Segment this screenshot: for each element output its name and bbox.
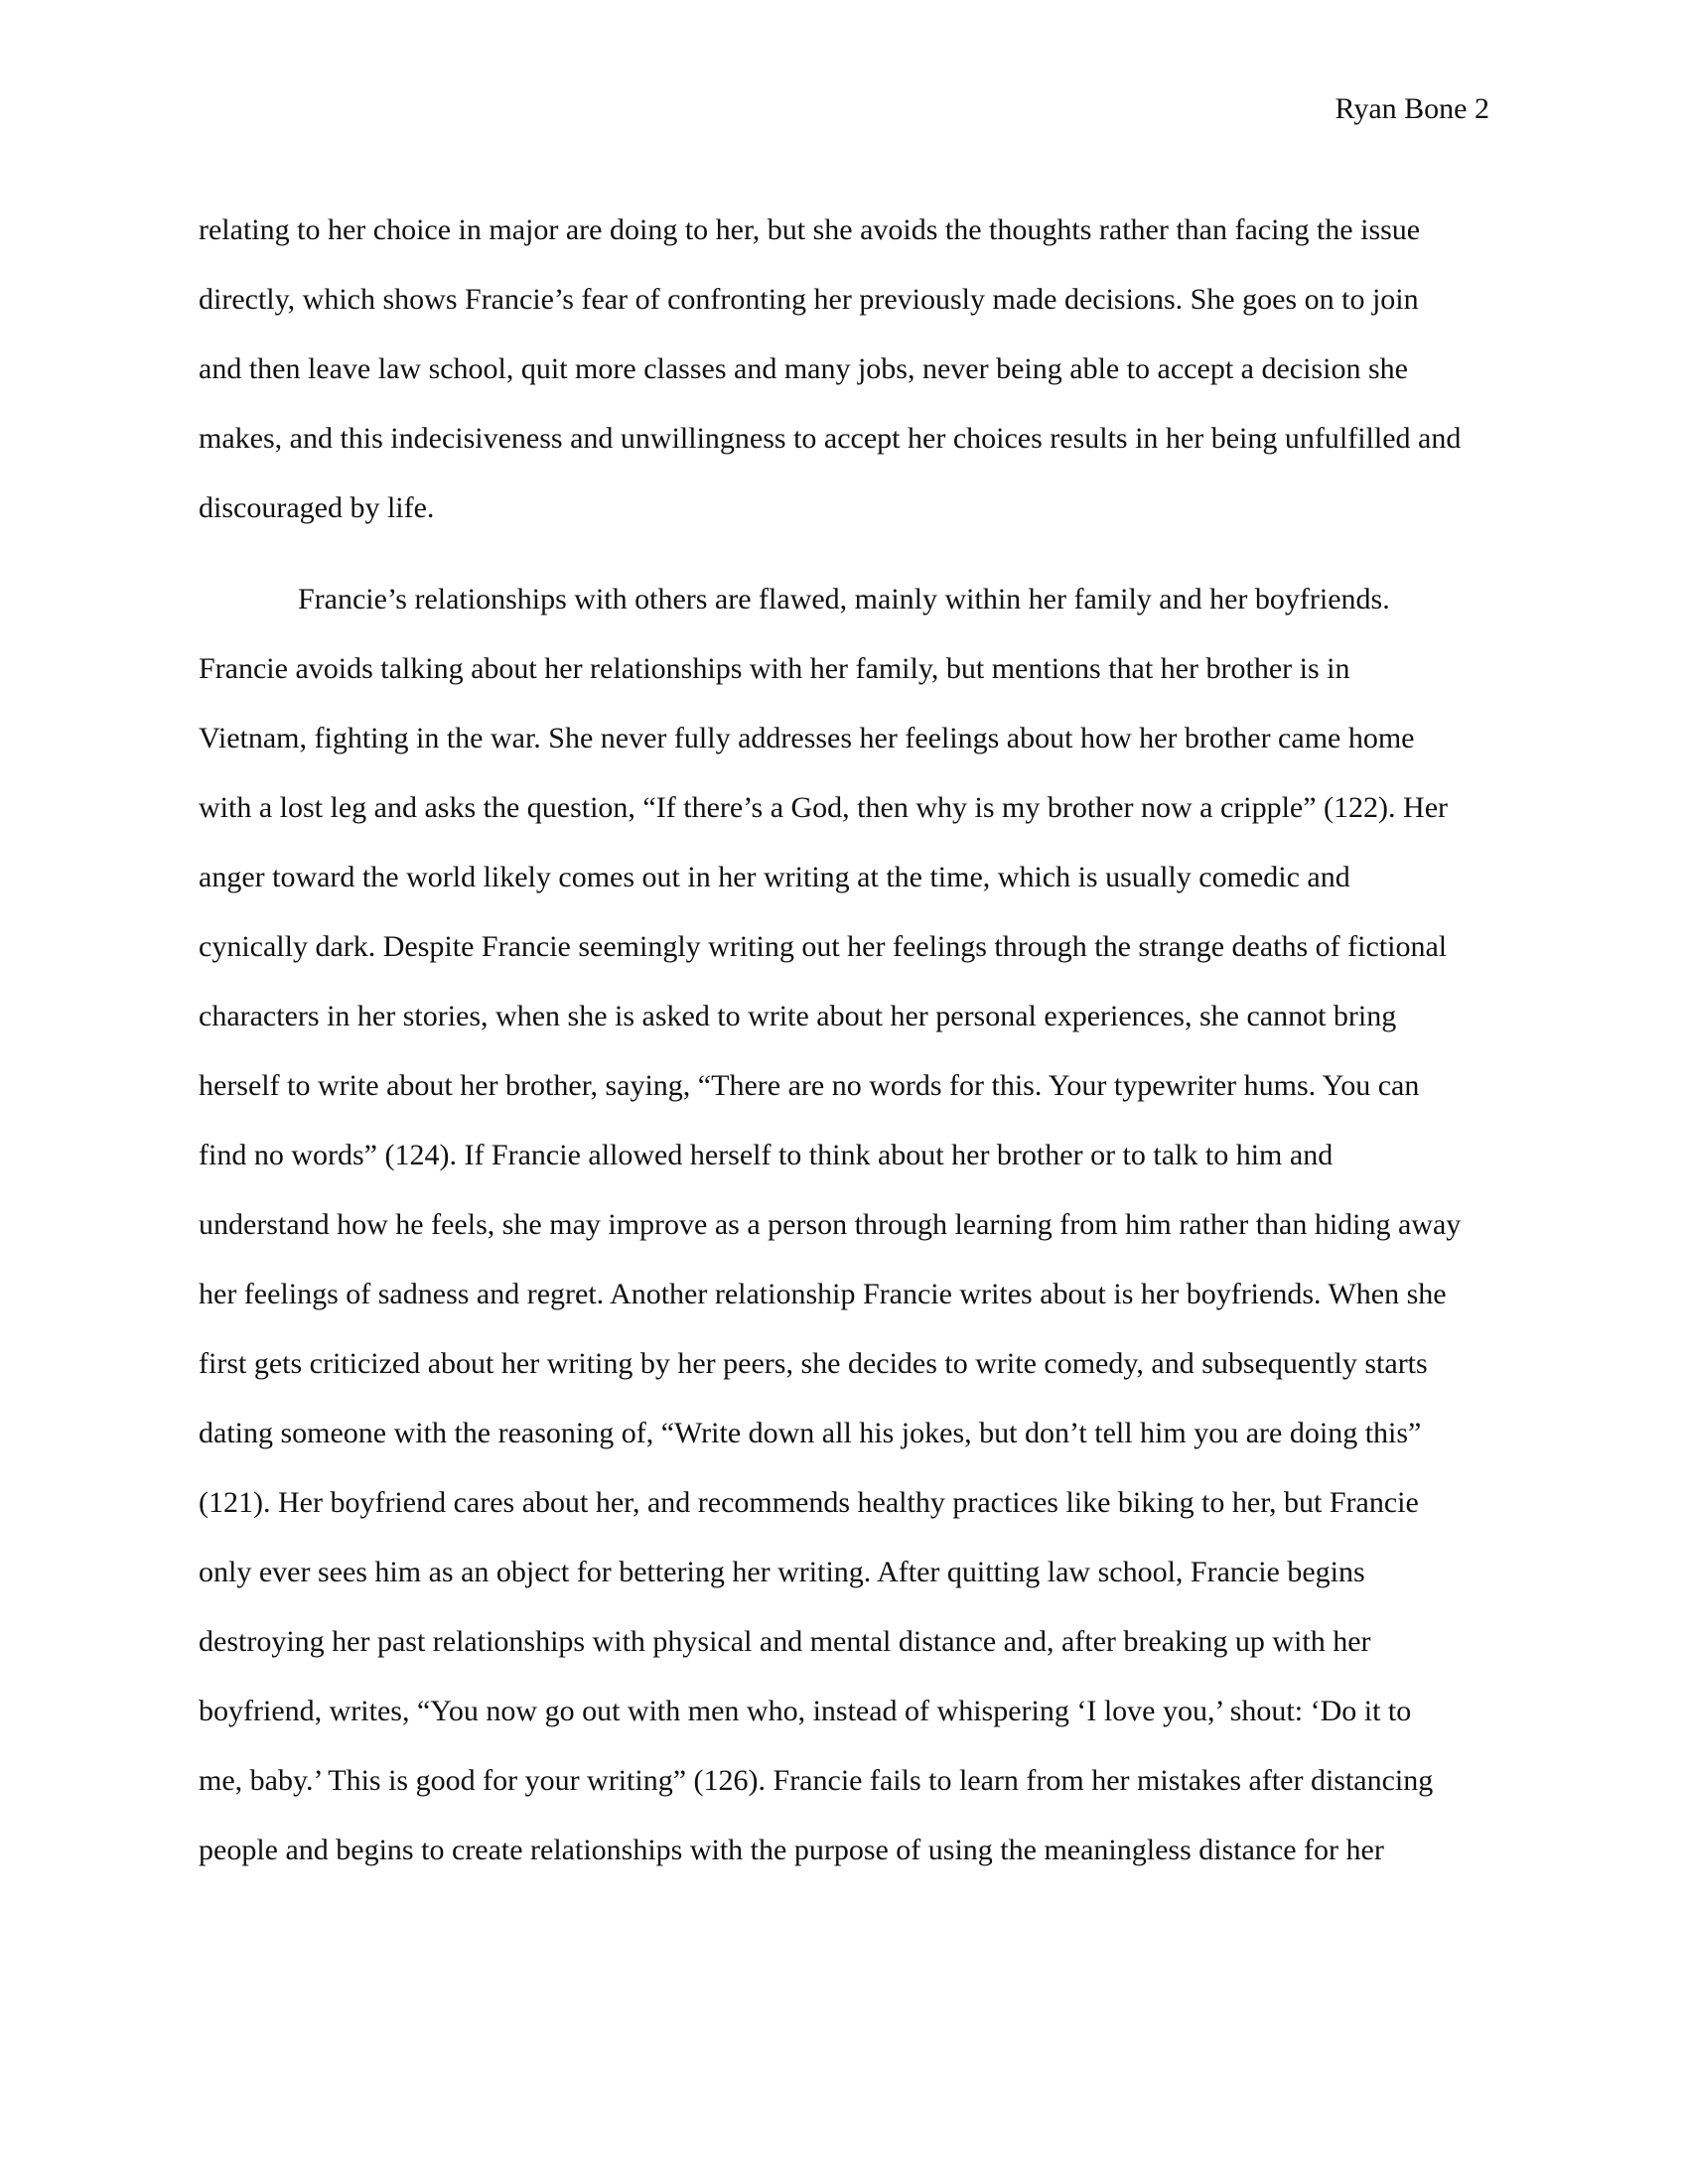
text-line: discouraged by life. (199, 491, 435, 524)
text-line: people and begins to create relationships with the purpose of using the meaningless distance for her (199, 1834, 1384, 1866)
text-line: characters in her stories, when she is asked to write about her personal experiences, she cannot bring (199, 1000, 1397, 1032)
text-line: boyfriend, writes, “You now go out with men who, instead of whispering ‘I love you,’ shout: ‘Do it to (199, 1695, 1412, 1727)
text-line: makes, and this indecisiveness and unwillingness to accept her choices results in her being unfulfilled and (199, 422, 1462, 455)
text-line: her feelings of sadness and regret. Another relationship Francie writes about is her boyfriends. When she (199, 1278, 1447, 1310)
text-line: herself to write about her brother, saying, “There are no words for this. Your typewriter hums. You can (199, 1069, 1420, 1102)
text-line: directly, which shows Francie’s fear of confronting her previously made decisions. She goes on to join (199, 283, 1419, 316)
text-line: Vietnam, fighting in the war. She never fully addresses her feelings about how her brother came home (199, 722, 1415, 754)
running-header: Ryan Bone 2 (1335, 92, 1489, 125)
text-line: understand how he feels, she may improve as a person through learning from him rather than hiding away (199, 1208, 1462, 1241)
text-line: me, baby.’ This is good for your writing” (126). Francie fails to learn from her mistakes after distancing (199, 1764, 1434, 1797)
paragraph-spacing (199, 543, 1489, 565)
text-line: destroying her past relationships with physical and mental distance and, after breaking up with her (199, 1625, 1371, 1658)
text-line: find no words” (124). If Francie allowed herself to think about her brother or to talk to him and (199, 1139, 1334, 1171)
text-line: Francie’s relationships with others are flawed, mainly within her family and her boyfriends. (298, 583, 1390, 615)
text-line: only ever sees him as an object for bettering her writing. After quitting law school, Francie begins (199, 1556, 1365, 1588)
text-line: dating someone with the reasoning of, “Write down all his jokes, but don’t tell him you are doing this” (199, 1417, 1422, 1449)
text-line: cynically dark. Despite Francie seemingly writing out her feelings through the strange deaths of fictional (199, 930, 1448, 963)
text-line: anger toward the world likely comes out in her writing at the time, which is usually comedic and (199, 861, 1350, 893)
text-line: Francie avoids talking about her relationships with her family, but mentions that her brother is in (199, 652, 1350, 685)
paragraph (199, 196, 1489, 543)
text-line: first gets criticized about her writing by her peers, she decides to write comedy, and subsequently starts (199, 1347, 1428, 1380)
text-line: (121). Her boyfriend cares about her, and recommends healthy practices like biking to her, but Francie (199, 1486, 1419, 1519)
paragraph (199, 565, 1489, 1885)
text-line: relating to her choice in major are doing to her, but she avoids the thoughts rather than facing the issue (199, 213, 1421, 246)
text-line: with a lost leg and asks the question, “If there’s a God, then why is my brother now a cripple” (122). Her (199, 791, 1449, 824)
body-text (199, 196, 1489, 1885)
text-line: and then leave law school, quit more classes and many jobs, never being able to accept a decision she (199, 352, 1408, 385)
